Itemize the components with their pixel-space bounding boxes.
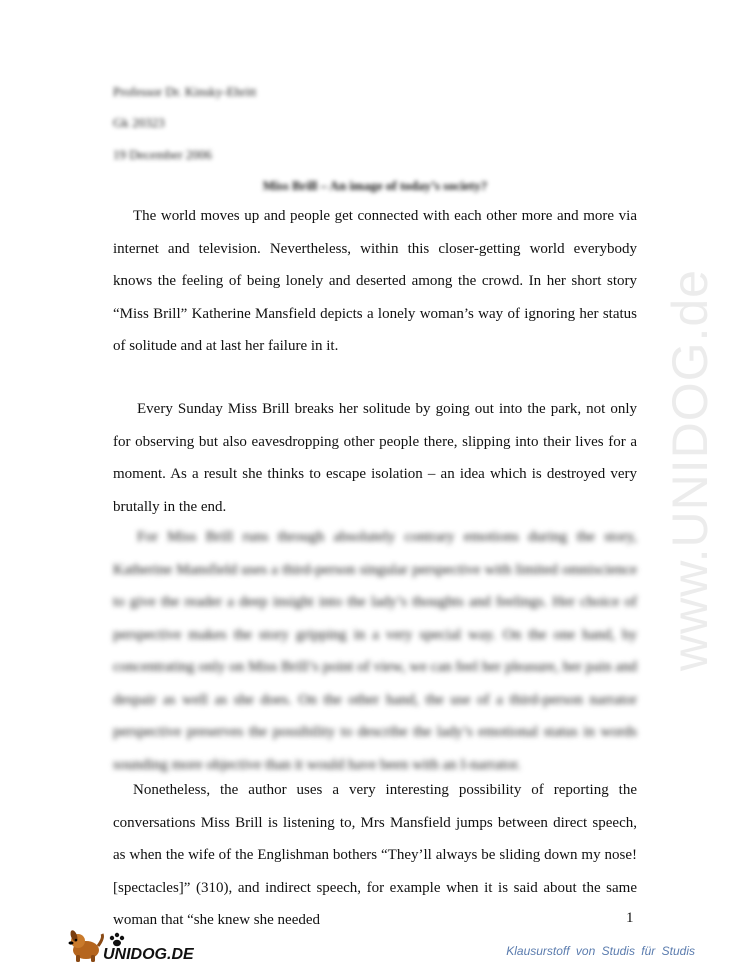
course-line: Gk 20323: [113, 115, 165, 130]
professor-line: Professor Dr. Kinsky-Ehritt: [113, 84, 257, 99]
document-title: Miss Brill – An image of today’s society?: [262, 178, 488, 193]
paragraph-4: Nonetheless, the author uses a very interesting possibility of reporting the conversations Miss Brill is listening to, Mrs Mansfield jumps between direct speech, as when the wife of the Englishman bothers “They’ll always be sliding down my nose! [spectacles]” (310), and indirect speech, for example when it is said about the same woman that “she knew she needed: [113, 782, 637, 928]
paragraph-2: Every Sunday Miss Brill breaks her solitude by going out into the park, not only for observing but also eavesdropping other people there, slipping into their lives for a moment. As a result she thinks to escape isolation – an idea which is destroyed very brutally in the end.: [113, 401, 637, 515]
logo-text: UNIDOG.DE: [103, 946, 194, 963]
unidog-logo: [66, 926, 196, 964]
date-line: 19 December 2006: [113, 147, 212, 162]
paragraph-3: For Miss Brill runs through absolutely contrary emotions during the story, Katherine Mansfield uses a third-person singular perspective with limited omniscience to give the reader a deep insight into the lady’s thoughts and feelings. Her choice of perspective makes the story gripping in a very special way. On the one hand, by concentrating only on Miss Brill’s point of view, we can feel her pleasure, her pain and despair as well as she does. On the other hand, the use of a third-person narrator perspective preserves the possibility to describe the lady’s emotional status in words sounding more objective than it would have been with an I-narrator.: [113, 529, 637, 773]
paragraph-1: The world moves up and people get connected with each other more and more via internet and television. Nevertheless, within this closer-getting world everybody knows the feeling of being lonely and deserted among the crowd. In her short story “Miss Brill” Katherine Mansfield depicts a lonely woman’s way of ignoring her status of solitude and at last her failure in it.: [113, 208, 637, 354]
footer-tagline: Klausurstoff von Studis für Studis: [506, 944, 695, 958]
dog-icon: [69, 929, 103, 962]
watermark: www.UNIDOG.de: [662, 269, 718, 671]
page-number: 1: [626, 910, 634, 926]
paw-icon: [110, 933, 124, 946]
